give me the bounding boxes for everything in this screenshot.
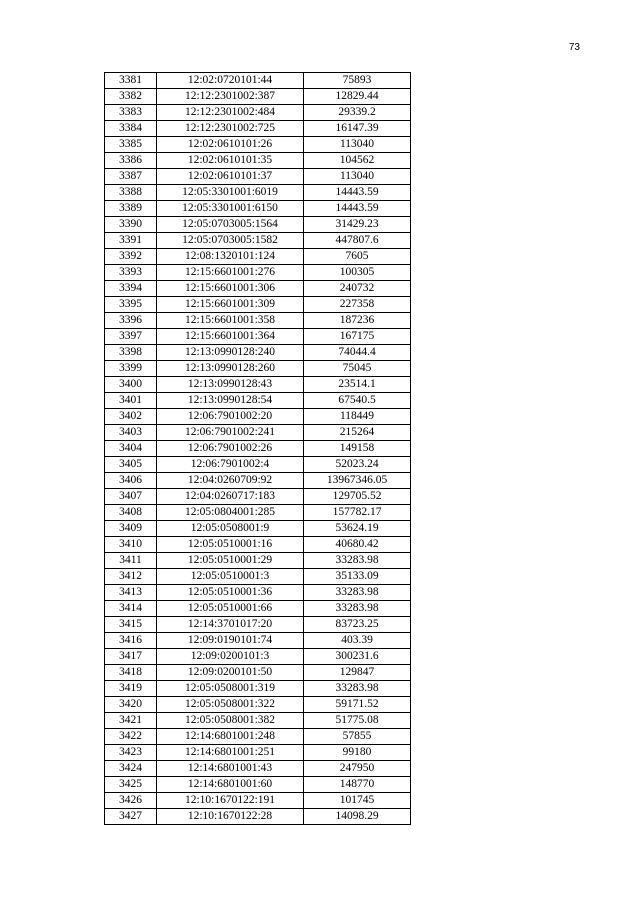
- value-cell: 51775.08: [304, 713, 411, 729]
- cadastral-number-cell: 12:05:0703005:1582: [157, 233, 304, 249]
- value-cell: 7605: [304, 249, 411, 265]
- cadastral-number-cell: 12:09:0190101:74: [157, 633, 304, 649]
- cadastral-number-cell: 12:05:0804001:285: [157, 505, 304, 521]
- table-row: [105, 105, 411, 121]
- cadastral-number-cell: 12:14:6801001:251: [157, 745, 304, 761]
- table-row: [105, 345, 411, 361]
- value-cell: 240732: [304, 281, 411, 297]
- cadastral-number-cell: 12:04:0260717:183: [157, 489, 304, 505]
- cadastral-number-cell: 12:05:0510001:29: [157, 553, 304, 569]
- cadastral-number-cell: 12:14:3701017:20: [157, 617, 304, 633]
- table-row: [105, 809, 411, 825]
- value-cell: 99180: [304, 745, 411, 761]
- cadastral-number-cell: 12:15:6601001:364: [157, 329, 304, 345]
- table-row: [105, 617, 411, 633]
- cadastral-number-cell: 12:13:0990128:54: [157, 393, 304, 409]
- table-row: [105, 473, 411, 489]
- value-cell: 35133.09: [304, 569, 411, 585]
- value-cell: 157782.17: [304, 505, 411, 521]
- cadastral-number-cell: 12:14:6801001:43: [157, 761, 304, 777]
- table-row: [105, 777, 411, 793]
- table-row: [105, 185, 411, 201]
- value-cell: 67540.5: [304, 393, 411, 409]
- row-number-cell: 3424: [105, 761, 157, 777]
- cadastral-number-cell: 12:06:7901002:4: [157, 457, 304, 473]
- cadastral-number-cell: 12:05:0508001:322: [157, 697, 304, 713]
- table-row: [105, 649, 411, 665]
- data-table: [104, 72, 411, 825]
- table-row: [105, 681, 411, 697]
- table-row: [105, 393, 411, 409]
- cadastral-number-cell: 12:13:0990128:260: [157, 361, 304, 377]
- value-cell: 16147.39: [304, 121, 411, 137]
- table-row: [105, 153, 411, 169]
- value-cell: 129705.52: [304, 489, 411, 505]
- row-number-cell: 3423: [105, 745, 157, 761]
- table-row: [105, 601, 411, 617]
- row-number-cell: 3395: [105, 297, 157, 313]
- cadastral-number-cell: 12:06:7901002:241: [157, 425, 304, 441]
- table-row: [105, 505, 411, 521]
- value-cell: 83723.25: [304, 617, 411, 633]
- table-row: [105, 313, 411, 329]
- row-number-cell: 3390: [105, 217, 157, 233]
- cadastral-number-cell: 12:05:3301001:6019: [157, 185, 304, 201]
- value-cell: 113040: [304, 169, 411, 185]
- row-number-cell: 3384: [105, 121, 157, 137]
- cadastral-number-cell: 12:10:1670122:191: [157, 793, 304, 809]
- cadastral-number-cell: 12:05:0508001:9: [157, 521, 304, 537]
- table-row: [105, 793, 411, 809]
- row-number-cell: 3415: [105, 617, 157, 633]
- table-row: [105, 265, 411, 281]
- table-row: [105, 281, 411, 297]
- value-cell: 403.39: [304, 633, 411, 649]
- cadastral-number-cell: 12:15:6601001:276: [157, 265, 304, 281]
- table-row: [105, 457, 411, 473]
- table-row: [105, 297, 411, 313]
- cadastral-number-cell: 12:05:3301001:6150: [157, 201, 304, 217]
- table-body: [105, 73, 411, 825]
- value-cell: 75045: [304, 361, 411, 377]
- table-row: [105, 409, 411, 425]
- value-cell: 31429.23: [304, 217, 411, 233]
- value-cell: 300231.6: [304, 649, 411, 665]
- value-cell: 40680.42: [304, 537, 411, 553]
- row-number-cell: 3383: [105, 105, 157, 121]
- cadastral-number-cell: 12:05:0510001:36: [157, 585, 304, 601]
- table-row: [105, 553, 411, 569]
- value-cell: 167175: [304, 329, 411, 345]
- cadastral-number-cell: 12:06:7901002:26: [157, 441, 304, 457]
- table-row: [105, 249, 411, 265]
- row-number-cell: 3413: [105, 585, 157, 601]
- cadastral-number-cell: 12:12:2301002:484: [157, 105, 304, 121]
- row-number-cell: 3407: [105, 489, 157, 505]
- value-cell: 247950: [304, 761, 411, 777]
- row-number-cell: 3425: [105, 777, 157, 793]
- row-number-cell: 3405: [105, 457, 157, 473]
- value-cell: 14443.59: [304, 201, 411, 217]
- cadastral-number-cell: 12:15:6601001:358: [157, 313, 304, 329]
- cadastral-number-cell: 12:05:0508001:382: [157, 713, 304, 729]
- table-row: [105, 665, 411, 681]
- value-cell: 215264: [304, 425, 411, 441]
- value-cell: 33283.98: [304, 601, 411, 617]
- row-number-cell: 3418: [105, 665, 157, 681]
- value-cell: 33283.98: [304, 681, 411, 697]
- table-row: [105, 201, 411, 217]
- table-row: [105, 697, 411, 713]
- cadastral-number-cell: 12:14:6801001:248: [157, 729, 304, 745]
- row-number-cell: 3419: [105, 681, 157, 697]
- value-cell: 113040: [304, 137, 411, 153]
- table-row: [105, 361, 411, 377]
- value-cell: 53624.19: [304, 521, 411, 537]
- cadastral-number-cell: 12:12:2301002:387: [157, 89, 304, 105]
- cadastral-number-cell: 12:05:0510001:66: [157, 601, 304, 617]
- cadastral-number-cell: 12:04:0260709:92: [157, 473, 304, 489]
- row-number-cell: 3389: [105, 201, 157, 217]
- cadastral-number-cell: 12:02:0610101:26: [157, 137, 304, 153]
- cadastral-number-cell: 12:09:0200101:50: [157, 665, 304, 681]
- value-cell: 12829.44: [304, 89, 411, 105]
- table-row: [105, 233, 411, 249]
- row-number-cell: 3426: [105, 793, 157, 809]
- cadastral-number-cell: 12:13:0990128:43: [157, 377, 304, 393]
- table-row: [105, 569, 411, 585]
- row-number-cell: 3398: [105, 345, 157, 361]
- value-cell: 33283.98: [304, 553, 411, 569]
- table-row: [105, 377, 411, 393]
- table-row: [105, 633, 411, 649]
- value-cell: 100305: [304, 265, 411, 281]
- value-cell: 29339.2: [304, 105, 411, 121]
- cadastral-number-cell: 12:05:0510001:16: [157, 537, 304, 553]
- value-cell: 75893: [304, 73, 411, 89]
- value-cell: 14098.29: [304, 809, 411, 825]
- value-cell: 447807.6: [304, 233, 411, 249]
- row-number-cell: 3382: [105, 89, 157, 105]
- row-number-cell: 3403: [105, 425, 157, 441]
- cadastral-number-cell: 12:15:6601001:309: [157, 297, 304, 313]
- cadastral-number-cell: 12:05:0703005:1564: [157, 217, 304, 233]
- row-number-cell: 3410: [105, 537, 157, 553]
- cadastral-number-cell: 12:14:6801001:60: [157, 777, 304, 793]
- row-number-cell: 3399: [105, 361, 157, 377]
- row-number-cell: 3391: [105, 233, 157, 249]
- table-row: [105, 329, 411, 345]
- row-number-cell: 3409: [105, 521, 157, 537]
- row-number-cell: 3427: [105, 809, 157, 825]
- cadastral-number-cell: 12:05:0510001:3: [157, 569, 304, 585]
- table-row: [105, 761, 411, 777]
- row-number-cell: 3402: [105, 409, 157, 425]
- table-row: [105, 441, 411, 457]
- table-row: [105, 169, 411, 185]
- table-row: [105, 489, 411, 505]
- row-number-cell: 3392: [105, 249, 157, 265]
- row-number-cell: 3396: [105, 313, 157, 329]
- cadastral-number-cell: 12:12:2301002:725: [157, 121, 304, 137]
- row-number-cell: 3404: [105, 441, 157, 457]
- value-cell: 149158: [304, 441, 411, 457]
- table-row: [105, 521, 411, 537]
- value-cell: 23514.1: [304, 377, 411, 393]
- cadastral-number-cell: 12:10:1670122:28: [157, 809, 304, 825]
- table-row: [105, 89, 411, 105]
- table-row: [105, 425, 411, 441]
- row-number-cell: 3414: [105, 601, 157, 617]
- row-number-cell: 3416: [105, 633, 157, 649]
- cadastral-number-cell: 12:13:0990128:240: [157, 345, 304, 361]
- table-row: [105, 121, 411, 137]
- row-number-cell: 3386: [105, 153, 157, 169]
- cadastral-number-cell: 12:05:0508001:319: [157, 681, 304, 697]
- page-number: 73: [568, 42, 580, 53]
- row-number-cell: 3420: [105, 697, 157, 713]
- row-number-cell: 3393: [105, 265, 157, 281]
- cadastral-number-cell: 12:02:0610101:35: [157, 153, 304, 169]
- table-row: [105, 73, 411, 89]
- value-cell: 59171.52: [304, 697, 411, 713]
- value-cell: 104562: [304, 153, 411, 169]
- cadastral-number-cell: 12:08:1320101:124: [157, 249, 304, 265]
- table-row: [105, 729, 411, 745]
- table-row: [105, 585, 411, 601]
- row-number-cell: 3397: [105, 329, 157, 345]
- value-cell: 13967346.05: [304, 473, 411, 489]
- value-cell: 57855: [304, 729, 411, 745]
- cadastral-number-cell: 12:06:7901002:20: [157, 409, 304, 425]
- table-row: [105, 713, 411, 729]
- cadastral-number-cell: 12:02:0720101:44: [157, 73, 304, 89]
- table-row: [105, 537, 411, 553]
- row-number-cell: 3406: [105, 473, 157, 489]
- value-cell: 118449: [304, 409, 411, 425]
- cadastral-number-cell: 12:02:0610101:37: [157, 169, 304, 185]
- row-number-cell: 3401: [105, 393, 157, 409]
- row-number-cell: 3411: [105, 553, 157, 569]
- row-number-cell: 3421: [105, 713, 157, 729]
- row-number-cell: 3394: [105, 281, 157, 297]
- row-number-cell: 3408: [105, 505, 157, 521]
- value-cell: 74044.4: [304, 345, 411, 361]
- value-cell: 14443.59: [304, 185, 411, 201]
- table-row: [105, 745, 411, 761]
- table-row: [105, 137, 411, 153]
- cadastral-number-cell: 12:09:0200101:3: [157, 649, 304, 665]
- value-cell: 227358: [304, 297, 411, 313]
- row-number-cell: 3385: [105, 137, 157, 153]
- value-cell: 52023.24: [304, 457, 411, 473]
- row-number-cell: 3412: [105, 569, 157, 585]
- row-number-cell: 3388: [105, 185, 157, 201]
- value-cell: 148770: [304, 777, 411, 793]
- row-number-cell: 3381: [105, 73, 157, 89]
- value-cell: 129847: [304, 665, 411, 681]
- value-cell: 187236: [304, 313, 411, 329]
- table-row: [105, 217, 411, 233]
- row-number-cell: 3400: [105, 377, 157, 393]
- row-number-cell: 3417: [105, 649, 157, 665]
- value-cell: 101745: [304, 793, 411, 809]
- value-cell: 33283.98: [304, 585, 411, 601]
- row-number-cell: 3387: [105, 169, 157, 185]
- cadastral-number-cell: 12:15:6601001:306: [157, 281, 304, 297]
- row-number-cell: 3422: [105, 729, 157, 745]
